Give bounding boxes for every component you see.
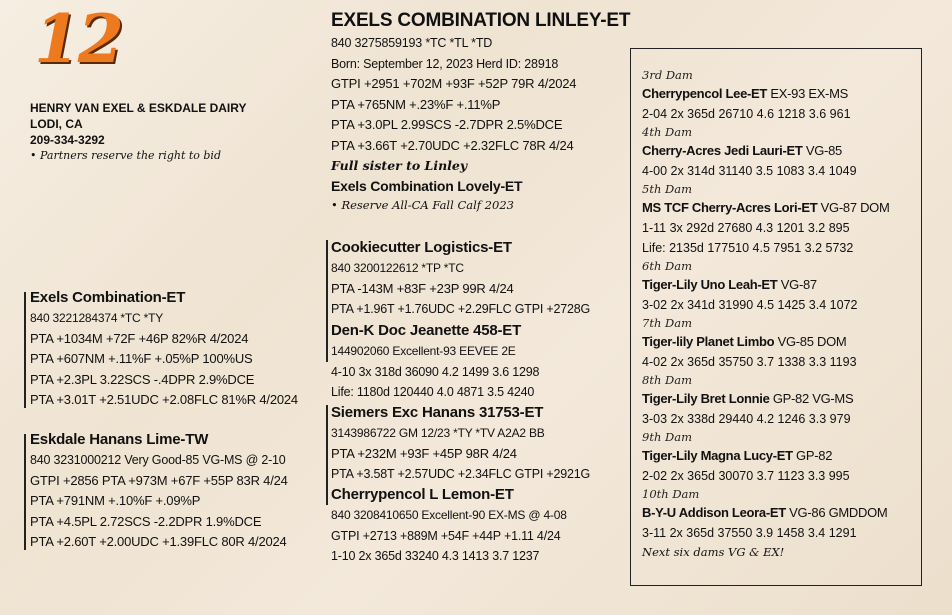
sire-of-sire-line: 840 3200122612 *TP *TC <box>331 261 464 275</box>
dam-record: 4-02 2x 365d 35750 3.7 1338 3.3 1193 <box>642 355 857 369</box>
dam-generation-name <box>642 389 890 409</box>
dam-name-text: Tiger-lily Planet Limbo <box>642 334 775 349</box>
dam-generation-label: 8th Dam <box>642 373 692 387</box>
dam-record: 2-02 2x 365d 30070 3.7 1123 3.3 995 <box>642 469 850 483</box>
dam-pedigree-box <box>630 48 922 586</box>
dam-name-text: Tiger-Lily Uno Leah-ET <box>642 277 778 292</box>
dam-classification: EX-93 EX-MS <box>767 86 848 101</box>
dam-side-bracket <box>326 405 328 505</box>
main-line: Born: September 12, 2023 Herd ID: 28918 <box>331 56 559 71</box>
dam-classification: VG-85 <box>802 143 842 158</box>
sire-of-dam <box>331 403 590 485</box>
sire-side-bracket <box>326 240 328 362</box>
dam-of-dam <box>331 485 567 567</box>
dam-name-text: Cherry-Acres Jedi Lauri-ET <box>642 143 803 158</box>
dam-record: 1-11 3x 292d 27680 4.3 1201 3.2 895 <box>642 221 850 235</box>
sire-line: 840 3221284374 *TC *TY <box>30 311 164 325</box>
dam-pedigree-list <box>642 67 890 561</box>
lot-number: 12 <box>34 0 122 78</box>
dam-record: 3-02 2x 341d 31990 4.5 1425 3.4 1072 <box>642 298 858 312</box>
dam-of-dam-line: GTPI +2713 +889M +54F +44P +1.11 4/24 <box>331 528 561 543</box>
main-line: PTA +765NM +.23%F +.11%P <box>331 96 501 112</box>
dam-line: PTA +2.60T +2.00UDC +1.39FLC 80R 4/2024 <box>30 534 287 549</box>
dam-of-sire-line: 144902060 Excellent-93 EEVEE 2E <box>331 344 516 358</box>
sire-line: PTA +2.3PL 3.22SCS -.4DPR 2.9%DCE <box>30 371 255 387</box>
dam-name-text: Cherrypencol Lee-ET <box>642 86 768 101</box>
dam-generation-name <box>642 332 890 352</box>
sire-of-sire <box>331 238 590 320</box>
dam-generation-label: 3rd Dam <box>642 68 693 82</box>
sire-line: PTA +1034M +72F +46P 82%R 4/2024 <box>30 330 249 346</box>
consignor-name: HENRY VAN EXEL & ESKDALE DAIRY <box>30 101 247 115</box>
dam-record: 3-03 2x 338d 29440 4.2 1246 3.3 979 <box>642 412 851 426</box>
sire-of-sire-line: PTA +1.96T +1.76UDC +2.29FLC GTPI +2728G <box>331 302 591 316</box>
dam-generation-label: 4th Dam <box>642 125 692 139</box>
main-line: GTPI +2951 +702M +93F +52P 79R 4/2024 <box>331 76 577 91</box>
sire-of-sire-name: Cookiecutter Logistics-ET <box>331 239 512 256</box>
sire-line: PTA +3.01T +2.51UDC +2.08FLC 81%R 4/2024 <box>30 392 298 407</box>
dam-name-text: MS TCF Cherry-Acres Lori-ET <box>642 200 818 215</box>
dam-bracket <box>24 434 26 550</box>
consignor-block <box>30 100 246 164</box>
dam-record: 4-00 2x 314d 31140 3.5 1083 3.4 1049 <box>642 164 857 178</box>
dam-of-sire <box>331 321 539 403</box>
main-animal-name: EXELS COMBINATION LINLEY-ET <box>331 10 631 31</box>
dam-generation-name <box>642 446 890 466</box>
full-sister-label: Full sister to Linley <box>331 158 468 173</box>
sire-of-sire-line: PTA -143M +83F +23P 99R 4/24 <box>331 280 514 296</box>
dam-classification: GP-82 <box>792 448 833 463</box>
dam-name-text: Tiger-Lily Bret Lonnie <box>642 391 770 406</box>
dam-name: Eskdale Hanans Lime-TW <box>30 431 209 448</box>
consignor-note: • Partners reserve the right to bid <box>30 149 221 162</box>
main-animal <box>331 9 630 215</box>
dam-record: 2-04 2x 365d 26710 4.6 1218 3.6 961 <box>642 107 851 121</box>
dam-of-dam-line: 1-10 2x 365d 33240 4.3 1413 3.7 1237 <box>331 549 540 563</box>
dam-classification: VG-87 <box>777 277 817 292</box>
consignor-city: LODI, CA <box>30 117 83 131</box>
dam-generation-label: 9th Dam <box>642 430 692 444</box>
dam-of-dam-line: 840 3208410650 Excellent-90 EX-MS @ 4-08 <box>331 508 567 522</box>
dam-classification: VG-87 DOM <box>817 200 890 215</box>
dam-generation-label: 7th Dam <box>642 316 692 330</box>
consignor-phone: 209-334-3292 <box>30 133 105 147</box>
sire-bracket <box>24 292 26 408</box>
sire-of-dam-line: PTA +3.58T +2.57UDC +2.34FLC GTPI +2921G <box>331 467 591 481</box>
sire-of-dam-line: 3143986722 GM 12/23 *TY *TV A2A2 BB <box>331 426 545 440</box>
full-sister-note: • Reserve All-CA Fall Calf 2023 <box>331 198 514 212</box>
dam-generation-name <box>642 503 890 523</box>
sire-of-dam-line: PTA +232M +93F +45P 98R 4/24 <box>331 445 517 461</box>
full-sister-name: Exels Combination Lovely-ET <box>331 178 523 194</box>
main-line: PTA +3.0PL 2.99SCS -2.7DPR 2.5%DCE <box>331 117 563 132</box>
dam-pedigree-note: Next six dams VG & EX! <box>642 545 785 559</box>
dam-generation-label: 5th Dam <box>642 182 692 196</box>
dam-classification: VG-86 GMDDOM <box>785 505 888 520</box>
dam-classification: VG-85 DOM <box>774 334 847 349</box>
dam-record: 3-11 2x 365d 37550 3.9 1458 3.4 1291 <box>642 526 857 540</box>
sire <box>30 288 298 411</box>
dam-of-sire-line: Life: 1180d 120440 4.0 4871 3.5 4240 <box>331 385 535 399</box>
main-line: 840 3275859193 *TC *TL *TD <box>331 36 493 50</box>
dam-line: PTA +791NM +.10%F +.09%P <box>30 493 201 508</box>
dam-generation-label: 10th Dam <box>642 487 700 501</box>
dam-line: 840 3231000212 Very Good-85 VG-MS @ 2-10 <box>30 453 286 467</box>
main-line: PTA +3.66T +2.70UDC +2.32FLC 78R 4/24 <box>331 137 574 153</box>
dam-generation-name <box>642 141 890 161</box>
dam-generation-name <box>642 198 890 218</box>
dam-generation-name <box>642 275 890 295</box>
dam-of-dam-name: Cherrypencol L Lemon-ET <box>331 486 514 503</box>
dam-of-sire-line: 4-10 3x 318d 36090 4.2 1499 3.6 1298 <box>331 364 540 379</box>
dam-name-text: Tiger-Lily Magna Lucy-ET <box>642 448 793 463</box>
sire-line: PTA +607NM +.11%F +.05%P 100%US <box>30 351 253 366</box>
dam <box>30 430 288 553</box>
dam-generation-label: 6th Dam <box>642 259 692 273</box>
dam-generation-name <box>642 84 890 104</box>
dam-line: PTA +4.5PL 2.72SCS -2.2DPR 1.9%DCE <box>30 513 262 529</box>
sire-name: Exels Combination-ET <box>30 289 186 306</box>
dam-classification: GP-82 VG-MS <box>769 391 854 406</box>
dam-record: Life: 2135d 177510 4.5 7951 3.2 5732 <box>642 241 854 255</box>
dam-of-sire-name: Den-K Doc Jeanette 458-ET <box>331 322 522 339</box>
dam-line: GTPI +2856 PTA +973M +67F +55P 83R 4/24 <box>30 472 288 488</box>
sire-of-dam-name: Siemers Exc Hanans 31753-ET <box>331 404 544 421</box>
dam-name-text: B-Y-U Addison Leora-ET <box>642 505 786 520</box>
